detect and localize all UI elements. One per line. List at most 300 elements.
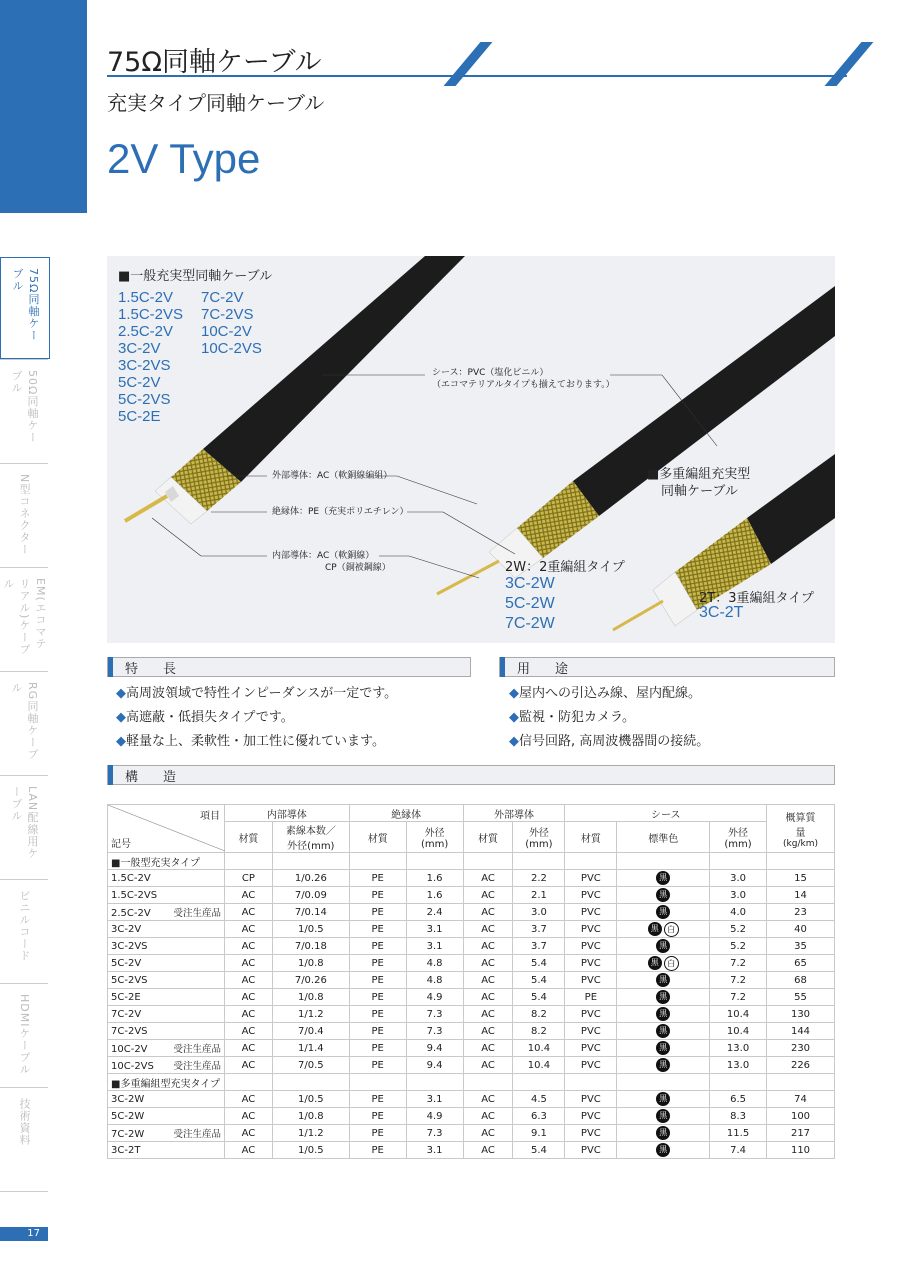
code-cell <box>108 1125 225 1142</box>
od-unit: (mm) <box>525 839 553 850</box>
od-header <box>513 822 565 853</box>
category-sidebar <box>0 257 48 1192</box>
sheath-od-cell: 5.2 <box>710 921 767 938</box>
sheath-material-cell: PVC <box>565 887 617 904</box>
outer-od-cell: 8.2 <box>513 1023 565 1040</box>
sheath-label: シース：PVC（塩化ビニル） <box>432 368 549 378</box>
cable-model: 5C-2E <box>118 408 161 425</box>
code-cell <box>108 938 225 955</box>
weight-cell: 23 <box>767 904 835 921</box>
made-to-order-note: 受注生産品 <box>173 1061 221 1072</box>
strands-label-2: 外径(mm) <box>287 841 335 852</box>
table-row <box>108 870 835 887</box>
cable-model: 7C-2VS <box>201 306 254 323</box>
product-type-title: 2V Type <box>107 135 261 182</box>
strands-header <box>272 822 349 853</box>
cable-code: 7C-2VS <box>111 1025 148 1037</box>
tab-50ohm-coax[interactable] <box>0 359 48 463</box>
empty-cell <box>224 1074 272 1091</box>
insulator-material-cell: PE <box>349 921 406 938</box>
inner-material-cell: AC <box>224 1057 272 1074</box>
insulator-od-cell: 4.9 <box>406 1108 463 1125</box>
black-color-icon: 黒 <box>648 956 662 970</box>
black-color-icon: 黒 <box>656 1143 670 1157</box>
empty-cell <box>617 1074 710 1091</box>
made-to-order-note: 受注生産品 <box>173 1129 221 1140</box>
standard-color-cell <box>617 955 710 972</box>
black-color-icon: 黒 <box>656 905 670 919</box>
standard-color-cell <box>617 972 710 989</box>
code-cell <box>108 1040 225 1057</box>
standard-color-cell <box>617 989 710 1006</box>
inner-material-cell: AC <box>224 904 272 921</box>
tab-75ohm-coax[interactable] <box>0 257 50 359</box>
cable-model: 5C-2W <box>505 595 555 612</box>
inner-conductor-header: 内部導体 <box>224 805 349 822</box>
outer-od-cell: 8.2 <box>513 1006 565 1023</box>
multi-braid-title: ■多重編組充実型 <box>647 467 751 482</box>
standard-color-cell <box>617 1023 710 1040</box>
weight-cell: 55 <box>767 989 835 1006</box>
outer-od-cell: 10.4 <box>513 1057 565 1074</box>
code-cell <box>108 1057 225 1074</box>
sheath-od-cell: 6.5 <box>710 1091 767 1108</box>
tab-vinyl-cord[interactable] <box>0 879 48 983</box>
cable-model: 2.5C-2V <box>118 323 174 340</box>
inner-material-cell: AC <box>224 1108 272 1125</box>
tab-hdmi-cable[interactable] <box>0 983 48 1087</box>
weight-header <box>767 805 835 853</box>
insulator-od-cell: 4.8 <box>406 955 463 972</box>
multi-braid-title-2: 同軸ケーブル <box>661 484 738 499</box>
inner-material-cell: AC <box>224 921 272 938</box>
black-color-icon: 黒 <box>656 1109 670 1123</box>
outer-material-cell: AC <box>463 1057 513 1074</box>
uses-list <box>509 682 709 754</box>
tab-label: HDMIケーブル <box>18 994 31 1076</box>
weight-cell: 110 <box>767 1142 835 1159</box>
standard-color-cell <box>617 1091 710 1108</box>
table-row <box>108 1091 835 1108</box>
insulator-od-cell: 7.3 <box>406 1023 463 1040</box>
insulator-od-cell: 9.4 <box>406 1057 463 1074</box>
made-to-order-note: 受注生産品 <box>173 908 221 919</box>
insulator-material-cell: PE <box>349 904 406 921</box>
empty-cell <box>710 1074 767 1091</box>
weight-label: 概算質量 <box>785 812 816 839</box>
insulator-material-cell: PE <box>349 938 406 955</box>
standard-color-cell <box>617 1108 710 1125</box>
sheath-material-cell: PVC <box>565 1142 617 1159</box>
page-title: 75Ω同軸ケーブル <box>107 47 322 78</box>
sheath-material-cell: PVC <box>565 1006 617 1023</box>
white-color-icon: 白 <box>664 922 679 937</box>
cable-model: 5C-2VS <box>118 391 171 408</box>
sheath-material-cell: PVC <box>565 1057 617 1074</box>
strands-cell: 1/0.8 <box>272 1108 349 1125</box>
general-cable-list-col1 <box>118 289 183 425</box>
table-row <box>108 972 835 989</box>
cable-model: 7C-2V <box>201 289 244 306</box>
tab-rg-coax[interactable] <box>0 671 48 775</box>
outer-conductor-header: 外部導体 <box>463 805 565 822</box>
code-header: 記号 <box>111 839 131 850</box>
tab-label: ビニルコード <box>18 890 31 962</box>
group-name: ■一般型充実タイプ <box>108 853 225 870</box>
black-color-icon: 黒 <box>656 1007 670 1021</box>
weight-cell: 40 <box>767 921 835 938</box>
insulator-od-cell: 4.9 <box>406 989 463 1006</box>
black-color-icon: 黒 <box>656 888 670 902</box>
tab-technical-data[interactable] <box>0 1087 48 1192</box>
outer-material-cell: AC <box>463 989 513 1006</box>
strands-cell: 1/0.8 <box>272 989 349 1006</box>
standard-color-cell <box>617 904 710 921</box>
od-header <box>710 822 767 853</box>
outer-material-cell: AC <box>463 1142 513 1159</box>
outer-material-cell: AC <box>463 887 513 904</box>
od-label: 外径 <box>728 828 749 839</box>
black-color-icon: 黒 <box>656 1041 670 1055</box>
tab-label: 技術資料 <box>18 1098 31 1146</box>
inner-material-cell: AC <box>224 1023 272 1040</box>
insulator-od-cell: 2.4 <box>406 904 463 921</box>
insulator-od-cell: 3.1 <box>406 1091 463 1108</box>
tab-n-connector[interactable] <box>0 463 48 567</box>
tab-label: 75Ω同軸ケーブル <box>11 268 40 342</box>
code-cell <box>108 955 225 972</box>
strands-cell: 7/0.14 <box>272 904 349 921</box>
outer-material-cell: AC <box>463 1091 513 1108</box>
insulator-material-cell: PE <box>349 955 406 972</box>
code-cell <box>108 1023 225 1040</box>
strands-cell: 7/0.4 <box>272 1023 349 1040</box>
material-header: 材質 <box>463 822 513 853</box>
cable-model: 3C-2W <box>505 575 555 592</box>
table-row <box>108 887 835 904</box>
standard-color-cell <box>617 1142 710 1159</box>
corner-header <box>108 805 225 853</box>
empty-cell <box>349 1074 406 1091</box>
outer-od-cell: 5.4 <box>513 989 565 1006</box>
od-unit: (mm) <box>420 839 449 850</box>
empty-cell <box>767 853 835 870</box>
sheath-od-cell: 8.3 <box>710 1108 767 1125</box>
empty-cell <box>224 853 272 870</box>
features-list <box>116 682 397 754</box>
group-row <box>108 853 835 870</box>
sheath-od-cell: 11.5 <box>710 1125 767 1142</box>
feature-item: ◆ 高遮蔽・低損失タイプです。 <box>116 706 397 730</box>
sheath-material-cell: PVC <box>565 1108 617 1125</box>
inner-material-cell: AC <box>224 887 272 904</box>
black-color-icon: 黒 <box>656 871 670 885</box>
material-header: 材質 <box>224 822 272 853</box>
standard-color-cell <box>617 938 710 955</box>
use-item: ◆ 監視・防犯カメラ。 <box>509 706 709 730</box>
use-item: ◆ 信号回路, 高周波機器間の接続。 <box>509 730 709 754</box>
sheath-od-cell: 4.0 <box>710 904 767 921</box>
general-cable-list-col2 <box>201 289 262 357</box>
code-cell <box>108 989 225 1006</box>
multi-braid-heading <box>647 466 750 500</box>
tab-eco-material-cable[interactable] <box>0 567 48 671</box>
cable-model: 3C-2VS <box>118 357 171 374</box>
empty-cell <box>617 853 710 870</box>
sheath-material-cell: PE <box>565 989 617 1006</box>
tab-label: EM(エコマテリアル)ケーブル <box>2 578 47 656</box>
outer-material-cell: AC <box>463 1040 513 1057</box>
inner-material-cell: AC <box>224 1142 272 1159</box>
table-row <box>108 1006 835 1023</box>
outer-od-cell: 5.4 <box>513 955 565 972</box>
insulator-od-cell: 1.6 <box>406 887 463 904</box>
group-name: ■多重編組型充実タイプ <box>108 1074 225 1091</box>
sheath-od-cell: 7.2 <box>710 972 767 989</box>
spec-table-body <box>108 853 835 1159</box>
tab-label: RG同軸ケーブル <box>10 682 39 761</box>
empty-cell <box>513 853 565 870</box>
inner-material-cell: AC <box>224 1091 272 1108</box>
outer-od-cell: 9.1 <box>513 1125 565 1142</box>
outer-material-cell: AC <box>463 1006 513 1023</box>
code-cell <box>108 1108 225 1125</box>
structure-heading <box>107 765 835 785</box>
code-cell <box>108 1142 225 1159</box>
weight-cell: 144 <box>767 1023 835 1040</box>
inner-material-cell: AC <box>224 1006 272 1023</box>
sheath-material-cell: PVC <box>565 921 617 938</box>
outer-od-cell: 5.4 <box>513 1142 565 1159</box>
triple-braid-label: 2T：3重編組タイプ <box>699 591 814 606</box>
outer-material-cell: AC <box>463 870 513 887</box>
strands-label: 素線本数／ <box>285 826 336 837</box>
insulator-od-cell: 7.3 <box>406 1125 463 1142</box>
sheath-od-cell: 13.0 <box>710 1057 767 1074</box>
sheath-material-cell: PVC <box>565 904 617 921</box>
strands-cell: 7/0.18 <box>272 938 349 955</box>
od-label: 外径 <box>424 828 445 839</box>
insulator-material-cell: PE <box>349 1040 406 1057</box>
inner-material-cell: AC <box>224 972 272 989</box>
sheath-od-cell: 3.0 <box>710 870 767 887</box>
table-row <box>108 921 835 938</box>
code-cell <box>108 904 225 921</box>
sheath-od-cell: 7.4 <box>710 1142 767 1159</box>
double-braid-models <box>505 574 555 634</box>
strands-cell: 1/0.8 <box>272 955 349 972</box>
insulator-od-cell: 3.1 <box>406 921 463 938</box>
tab-label: N型コネクター <box>18 474 31 556</box>
structure-title: 構 造 <box>125 769 183 785</box>
tab-label: LAN配線用ケーブル <box>10 786 39 860</box>
table-row <box>108 1142 835 1159</box>
standard-color-cell <box>617 1125 710 1142</box>
black-color-icon: 黒 <box>648 922 662 936</box>
black-color-icon: 黒 <box>656 973 670 987</box>
standard-color-cell <box>617 1040 710 1057</box>
strands-cell: 1/0.26 <box>272 870 349 887</box>
cable-code: 5C-2W <box>111 1110 145 1122</box>
sheath-material-cell: PVC <box>565 1040 617 1057</box>
inner-conductor-callout <box>272 550 391 574</box>
outer-material-cell: AC <box>463 1108 513 1125</box>
strands-cell: 1/0.5 <box>272 1142 349 1159</box>
code-cell <box>108 887 225 904</box>
header-slash-accent <box>825 42 874 86</box>
sheath-callout <box>432 367 615 391</box>
strands-cell: 1/0.5 <box>272 1091 349 1108</box>
cable-model: 10C-2V <box>201 323 252 340</box>
insulator-material-cell: PE <box>349 1091 406 1108</box>
black-color-icon: 黒 <box>656 939 670 953</box>
sheath-material-cell: PVC <box>565 1023 617 1040</box>
insulator-od-cell: 9.4 <box>406 1040 463 1057</box>
cable-code: 1.5C-2VS <box>111 889 158 901</box>
table-row <box>108 938 835 955</box>
weight-cell: 130 <box>767 1006 835 1023</box>
page-number: 17 <box>0 1227 48 1241</box>
weight-cell: 100 <box>767 1108 835 1125</box>
outer-od-cell: 2.1 <box>513 887 565 904</box>
weight-cell: 15 <box>767 870 835 887</box>
features-heading <box>107 657 471 677</box>
insulator-material-cell: PE <box>349 887 406 904</box>
empty-cell <box>349 853 406 870</box>
insulator-material-cell: PE <box>349 972 406 989</box>
use-item: ◆ 屋内への引込み線、屋内配線。 <box>509 682 709 706</box>
outer-material-cell: AC <box>463 1125 513 1142</box>
cable-code: 5C-2E <box>111 991 141 1003</box>
sheath-material-cell: PVC <box>565 955 617 972</box>
features-title: 特 長 <box>125 661 183 677</box>
cable-code: 3C-2W <box>111 1093 145 1105</box>
insulator-material-cell: PE <box>349 1057 406 1074</box>
insulator-material-cell: PE <box>349 1006 406 1023</box>
cable-model: 5C-2V <box>118 374 161 391</box>
cable-code: 5C-2VS <box>111 974 148 986</box>
weight-unit: (kg/km) <box>783 838 818 849</box>
inner-conductor-label-cp: CP（銅被鋼線） <box>325 563 391 573</box>
sheath-od-cell: 5.2 <box>710 938 767 955</box>
cable-code: 3C-2V <box>111 923 142 935</box>
cable-model: 1.5C-2V <box>118 289 174 306</box>
cable-model: 3C-2V <box>118 340 161 357</box>
insulator-od-cell: 3.1 <box>406 1142 463 1159</box>
inner-material-cell: AC <box>224 1040 272 1057</box>
outer-od-cell: 4.5 <box>513 1091 565 1108</box>
cable-code: 1.5C-2V <box>111 872 151 884</box>
sheath-note: （エコマテリアルタイプも揃えております。） <box>432 380 615 390</box>
tab-label: 50Ω同軸ケーブル <box>10 370 39 444</box>
uses-heading <box>499 657 835 677</box>
code-cell <box>108 921 225 938</box>
insulator-material-cell: PE <box>349 870 406 887</box>
empty-cell <box>463 853 513 870</box>
sheath-od-cell: 10.4 <box>710 1023 767 1040</box>
header-slash-accent <box>444 42 493 86</box>
item-header: 項目 <box>199 811 220 822</box>
cable-model: 3C-2T <box>699 604 744 621</box>
weight-cell: 74 <box>767 1091 835 1108</box>
weight-cell: 65 <box>767 955 835 972</box>
empty-cell <box>513 1074 565 1091</box>
table-row <box>108 989 835 1006</box>
outer-od-cell: 3.7 <box>513 938 565 955</box>
empty-cell <box>272 1074 349 1091</box>
table-row <box>108 1023 835 1040</box>
material-header: 材質 <box>565 822 617 853</box>
outer-material-cell: AC <box>463 904 513 921</box>
sheath-od-cell: 10.4 <box>710 1006 767 1023</box>
insulator-material-cell: PE <box>349 1142 406 1159</box>
insulator-material-cell: PE <box>349 1125 406 1142</box>
inner-conductor-label: 内部導体：AC（軟銅線） <box>272 551 375 561</box>
outer-od-cell: 10.4 <box>513 1040 565 1057</box>
inner-material-cell: AC <box>224 938 272 955</box>
standard-color-cell <box>617 887 710 904</box>
insulator-material-cell: PE <box>349 1108 406 1125</box>
insulator-od-cell: 1.6 <box>406 870 463 887</box>
black-color-icon: 黒 <box>656 1092 670 1106</box>
black-color-icon: 黒 <box>656 990 670 1004</box>
strands-cell: 1/0.5 <box>272 921 349 938</box>
product-illustration <box>107 256 835 643</box>
feature-item: ◆ 軽量な上、柔軟性・加工性に優れています。 <box>116 730 397 754</box>
sheath-od-cell: 7.2 <box>710 955 767 972</box>
sheath-header: シース <box>565 805 767 822</box>
inner-material-cell: AC <box>224 1125 272 1142</box>
feature-item: ◆ 高周波領域で特性インピーダンスが一定です。 <box>116 682 397 706</box>
weight-cell: 14 <box>767 887 835 904</box>
weight-cell: 68 <box>767 972 835 989</box>
outer-od-cell: 2.2 <box>513 870 565 887</box>
cable-model: 10C-2VS <box>201 340 262 357</box>
insulator-material-cell: PE <box>349 989 406 1006</box>
triple-braid-models <box>699 604 743 621</box>
empty-cell <box>463 1074 513 1091</box>
color-header: 標準色 <box>617 822 710 853</box>
cable-code: 10C-2VS <box>111 1061 154 1072</box>
sheath-od-cell: 3.0 <box>710 887 767 904</box>
code-cell <box>108 1006 225 1023</box>
inner-material-cell: AC <box>224 989 272 1006</box>
weight-cell: 217 <box>767 1125 835 1142</box>
empty-cell <box>272 853 349 870</box>
empty-cell <box>767 1074 835 1091</box>
table-row <box>108 1125 835 1142</box>
black-color-icon: 黒 <box>656 1024 670 1038</box>
insulator-od-cell: 7.3 <box>406 1006 463 1023</box>
sheath-od-cell: 13.0 <box>710 1040 767 1057</box>
standard-color-cell <box>617 921 710 938</box>
insulator-od-cell: 3.1 <box>406 938 463 955</box>
od-unit: (mm) <box>724 839 752 850</box>
tab-lan-cable[interactable] <box>0 775 48 879</box>
table-row <box>108 904 835 921</box>
empty-cell <box>565 1074 617 1091</box>
black-color-icon: 黒 <box>656 1126 670 1140</box>
cable-code: 10C-2V <box>111 1044 148 1055</box>
weight-cell: 226 <box>767 1057 835 1074</box>
cable-code: 7C-2W <box>111 1129 145 1140</box>
table-row <box>108 955 835 972</box>
outer-od-cell: 6.3 <box>513 1108 565 1125</box>
weight-cell: 230 <box>767 1040 835 1057</box>
insulator-callout: 絶縁体：PE（充実ポリエチレン） <box>272 507 409 517</box>
outer-material-cell: AC <box>463 921 513 938</box>
sheath-material-cell: PVC <box>565 1091 617 1108</box>
